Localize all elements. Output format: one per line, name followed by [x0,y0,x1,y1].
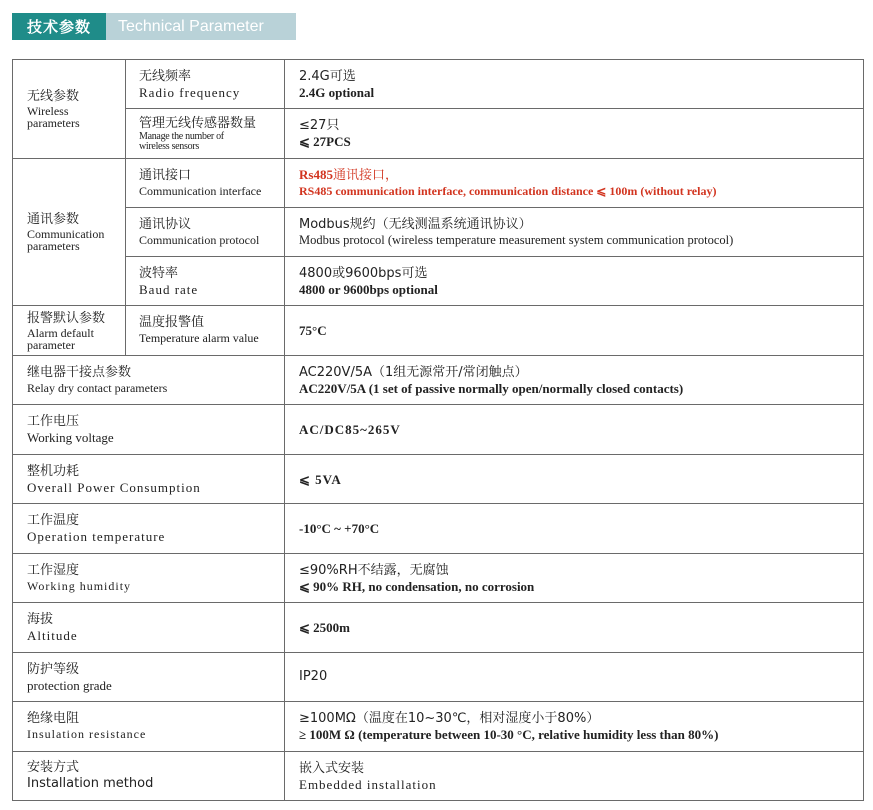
value-cn: 2.4G可选 [299,68,356,84]
param-label-en: Insulation resistance [27,727,147,741]
param-label-cn: 防护等级 [27,661,80,677]
value-text: ⩽ 2500m [299,620,350,635]
table-row [13,356,864,405]
param-label-en: Communication protocol [139,232,260,247]
param-label-cn: 工作电压 [27,414,80,429]
value-text: IP20 [299,669,328,684]
param-value [285,208,864,257]
header-title-en: Technical Parameter [106,13,296,40]
param-label-cn: 海拔 [27,612,54,627]
param-name [13,702,285,752]
value-cn: ≤90%RH不结露，无腐蚀 [299,562,449,578]
param-label-en: Overall Power Consumption [27,479,201,495]
param-label-en: Installation method [27,776,154,791]
table-row [13,752,864,801]
table-row [13,257,864,306]
param-name [13,752,285,801]
param-label-en: wireless sensors [139,140,199,152]
group-label-cn: 报警默认参数 [27,310,106,326]
param-value [285,653,864,702]
param-label-cn: 通讯协议 [139,216,192,232]
section-header [12,13,296,40]
group-label-cn: 通讯参数 [27,212,80,227]
param-name [13,504,285,554]
table-row [13,60,864,109]
param-label-en: Relay dry contact parameters [27,380,168,395]
param-label-en: Working humidity [27,578,132,593]
group-alarm [13,306,126,356]
parameter-table [12,59,864,801]
table-row [13,208,864,257]
param-name [13,653,285,702]
param-label-cn: 继电器干接点参数 [27,364,132,380]
param-label-cn: 无线频率 [139,68,192,84]
param-name [13,554,285,603]
param-value [285,554,864,603]
param-value [285,60,864,109]
value-en: ⩽ 90% RH, no condensation, no corrosion [299,578,535,594]
value-en: AC220V/5A (1 set of passive normally open/normally closed contacts) [299,380,684,396]
param-name [126,109,285,159]
value-en: Modbus protocol (wireless temperature measurement system communication protocol) [299,232,734,247]
param-name [126,306,285,356]
param-name [13,405,285,455]
group-label-en: Wireless [27,104,69,118]
table-row [13,554,864,603]
param-value [285,455,864,504]
value-text: 75°C [299,323,327,338]
table-row [13,653,864,702]
param-value [285,159,864,208]
value-en: 2.4G optional [299,84,375,100]
param-label-cn: 工作温度 [27,513,80,528]
value-cn: ≤27只 [299,118,340,133]
value-cn [299,167,863,184]
param-value [285,356,864,405]
value-cn: Modbus规约（无线测温系统通讯协议） [299,216,532,232]
param-value [285,306,864,356]
group-label-en: parameters [27,239,80,253]
value-en: ⩽ 27PCS [299,134,351,149]
param-name [126,208,285,257]
value-text: -10°C ~ +70°C [299,521,380,536]
param-label-cn: 整机功耗 [27,463,80,479]
param-label-en: Radio frequency [139,84,241,100]
param-label-en: Manage the number of [139,130,224,142]
value-text: AC/DC85~265V [299,422,401,437]
group-label-cn: 无线参数 [27,89,80,104]
param-label-cn: 绝缘电阻 [27,711,80,726]
header-title-cn: 技术参数 [12,13,106,40]
param-value [285,702,864,752]
table-row [13,405,864,455]
value-en: 4800 or 9600bps optional [299,281,438,297]
param-label-en: Baud rate [139,281,199,297]
value-cn-part: 通讯接口， [332,168,398,183]
param-label-en: Communication interface [139,183,262,198]
param-value [285,504,864,554]
param-name [126,257,285,306]
param-value [285,405,864,455]
table-row [13,306,864,356]
table-row [13,455,864,504]
param-name [126,159,285,208]
value-en: RS485 communication interface, communication distance ⩽ 100m (without relay) [299,184,717,198]
param-value [285,752,864,801]
table-row [13,702,864,752]
table-row [13,603,864,653]
value-cn: 4800或9600bps可选 [299,265,428,281]
param-name [13,356,285,405]
group-wireless [13,60,126,159]
param-label-en: Temperature alarm value [139,331,259,345]
param-label-cn: 安装方式 [27,760,80,775]
param-label-cn: 工作湿度 [27,562,80,578]
value-text: ⩽ 5VA [299,471,342,487]
value-cn: AC220V/5A（1组无源常开/常闭触点） [299,364,528,380]
param-name [13,603,285,653]
group-label-en: Communication [27,227,105,241]
param-label-en: Altitude [27,628,78,643]
group-label-en: parameters [27,116,80,130]
param-value [285,603,864,653]
value-cn: ≥100MΩ（温度在10~30℃，相对湿度小于80%） [299,711,600,726]
param-name [126,60,285,109]
group-communication [13,159,126,306]
param-value [285,257,864,306]
param-label-cn: 通讯接口 [139,167,192,183]
value-cn-part: Rs485 [299,167,333,182]
param-name [13,455,285,504]
param-value [285,109,864,159]
param-label-en: protection grade [27,677,112,693]
param-label-en: Operation temperature [27,529,166,544]
group-label-en: parameter [27,337,75,352]
group-label-en: Alarm default [27,325,94,340]
table-row [13,109,864,159]
param-label-cn: 管理无线传感器数量 [139,115,257,131]
table-row [13,159,864,208]
value-cn: 嵌入式安装 [299,760,365,776]
table-row [13,504,864,554]
value-en: ≥ 100M Ω (temperature between 10-30 °C, relative humidity less than 80%) [299,727,719,742]
param-label-cn: 波特率 [139,265,179,281]
value-en: Embedded installation [299,776,437,792]
param-label-en: Working voltage [27,430,114,445]
param-label-cn: 温度报警值 [139,315,205,330]
